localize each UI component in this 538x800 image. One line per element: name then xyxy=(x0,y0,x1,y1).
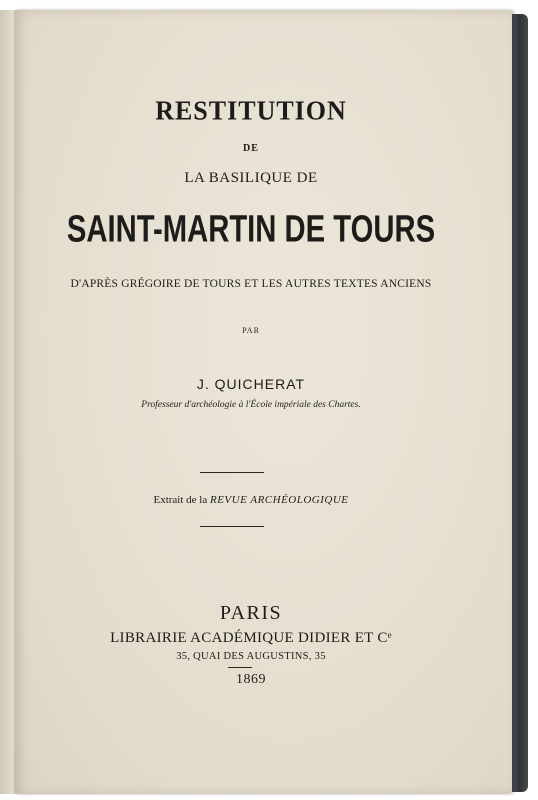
year-rule xyxy=(228,667,252,668)
heading-restitution: RESTITUTION xyxy=(155,95,347,126)
extrait-journal: REVUE ARCHÉOLOGIQUE xyxy=(209,494,349,506)
title-page xyxy=(14,10,512,794)
heading-de: DE xyxy=(243,143,259,154)
heading-basilique: LA BASILIQUE DE xyxy=(184,170,318,186)
author-name: J. QUICHERAT xyxy=(196,376,306,392)
extrait-line xyxy=(14,494,488,506)
publication-city: PARIS xyxy=(219,602,283,624)
publisher-address: 35, QUAI DES AUGUSTINS, 35 xyxy=(176,651,326,662)
publisher-name: LIBRAIRIE ACADÉMIQUE DIDIER ET Cᵉ xyxy=(110,630,392,646)
par-label: PAR xyxy=(242,326,260,335)
extrait-prefix: Extrait de la xyxy=(153,494,208,506)
divider-rule-top xyxy=(200,472,264,473)
subtitle: D'APRÈS GRÉGOIRE DE TOURS ET LES AUTRES TEXTES ANCIENS xyxy=(70,278,432,290)
main-title: SAINT-MARTIN DE TOURS xyxy=(66,207,436,251)
author-title: Professeur d'archéologie à l'École impériale des Chartes. xyxy=(141,400,361,410)
publication-year: 1869 xyxy=(236,672,266,687)
divider-rule-bottom xyxy=(200,526,264,527)
